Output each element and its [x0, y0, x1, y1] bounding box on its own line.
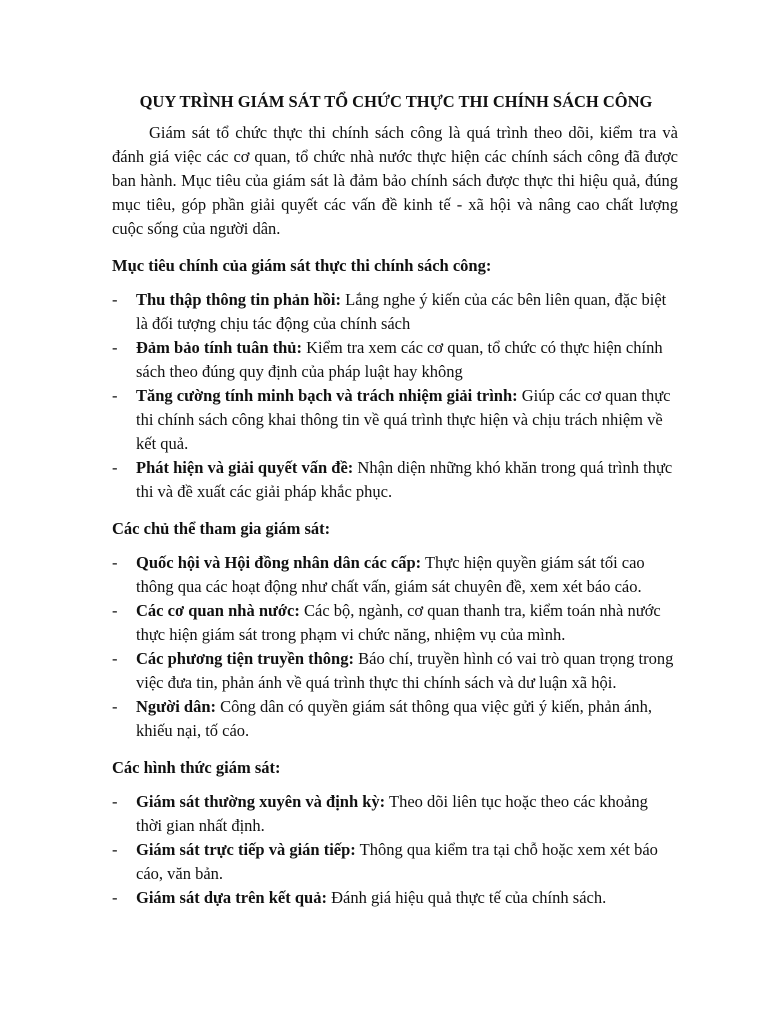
section-heading: Mục tiêu chính của giám sát thực thi chính sách công:: [112, 256, 492, 275]
dash-marker: -: [112, 458, 118, 477]
dash-marker: -: [112, 888, 118, 907]
dash-marker: -: [112, 840, 118, 859]
section-participants: [112, 517, 678, 743]
list-item: [112, 288, 678, 336]
section-heading: Các chủ thể tham gia giám sát:: [112, 519, 331, 538]
item-text: Kiểm tra xem các cơ quan, tổ chức có thực hiện chính sách theo đúng quy định của pháp luật hay không: [136, 338, 663, 381]
intro-paragraph: Giám sát tổ chức thực thi chính sách công là quá trình theo dõi, kiểm tra và đánh giá việc các cơ quan, tổ chức nhà nước thực hiện các chính sách công đã được ban hành. Mục tiêu của giám sát là đảm bảo chính sách được thực thi hiệu quả, đúng mục tiêu, góp phần giải quyết các vấn đề kinh tế - xã hội và nâng cao chất lượng cuộc sống của người dân.: [112, 123, 678, 238]
dash-marker: -: [112, 386, 118, 405]
item-term: Giám sát thường xuyên và định kỳ:: [136, 792, 386, 811]
item-text: Công dân có quyền giám sát thông qua việc gửi ý kiến, phản ánh, khiếu nại, tố cáo.: [136, 697, 653, 740]
item-text: Theo dõi liên tục hoặc theo các khoảng thời gian nhất định.: [136, 792, 648, 835]
item-text: Nhận diện những khó khăn trong quá trình thực thi và đề xuất các giải pháp khắc phục.: [136, 458, 673, 501]
item-text: Đánh giá hiệu quả thực tế của chính sách.: [326, 888, 607, 907]
item-term: Thu thập thông tin phản hồi:: [136, 290, 341, 309]
dash-marker: -: [112, 290, 118, 309]
list-item: [112, 336, 678, 384]
list-item: [112, 599, 678, 647]
item-text: Các bộ, ngành, cơ quan thanh tra, kiểm toán nhà nước thực hiện giám sát trong phạm vi chức năng, nhiệm vụ của mình.: [136, 601, 661, 644]
list-item: [112, 790, 678, 838]
item-text: Lắng nghe ý kiến của các bên liên quan, đặc biệt là đối tượng chịu tác động của chính sách: [136, 290, 667, 333]
item-text: Báo chí, truyền hình có vai trò quan trọng trong việc đưa tin, phản ánh về quá trình thực thi chính sách và dư luận xã hội.: [136, 649, 674, 692]
section-objectives: [112, 254, 678, 504]
dash-marker: -: [112, 792, 118, 811]
bullet-list: [112, 551, 678, 743]
list-item: [112, 695, 678, 743]
list-item: [112, 647, 678, 695]
bullet-list: [112, 790, 678, 910]
item-term: Các phương tiện truyền thông:: [136, 649, 354, 668]
list-item: [112, 886, 678, 910]
dash-marker: -: [112, 649, 118, 668]
list-item: [112, 384, 678, 456]
dash-marker: -: [112, 338, 118, 357]
document-title: QUY TRÌNH GIÁM SÁT TỔ CHỨC THỰC THI CHÍNH SÁCH CÔNG: [139, 92, 653, 111]
dash-marker: -: [112, 601, 118, 620]
item-term: Giám sát dựa trên kết quả:: [136, 888, 327, 907]
item-term: Đảm bảo tính tuân thủ:: [136, 338, 302, 357]
section-forms: [112, 756, 678, 910]
item-term: Phát hiện và giải quyết vấn đề:: [136, 458, 354, 477]
list-item: [112, 456, 678, 504]
item-term: Quốc hội và Hội đồng nhân dân các cấp:: [136, 553, 422, 572]
item-term: Các cơ quan nhà nước:: [136, 601, 300, 620]
item-text: Giúp các cơ quan thực thi chính sách công khai thông tin về quá trình thực hiện và chịu trách nhiệm về kết quả.: [136, 386, 671, 453]
list-item: [112, 551, 678, 599]
item-text: Thực hiện quyền giám sát tối cao thông qua các hoạt động như chất vấn, giám sát chuyên đề, xem xét báo cáo.: [136, 553, 645, 596]
item-term: Tăng cường tính minh bạch và trách nhiệm giải trình:: [136, 386, 518, 405]
dash-marker: -: [112, 697, 118, 716]
list-item: [112, 838, 678, 886]
item-term: Người dân:: [136, 697, 217, 716]
item-term: Giám sát trực tiếp và gián tiếp:: [136, 840, 356, 859]
bullet-list: [112, 288, 678, 504]
item-text: Thông qua kiểm tra tại chỗ hoặc xem xét báo cáo, văn bản.: [136, 840, 658, 883]
dash-marker: -: [112, 553, 118, 572]
section-heading: Các hình thức giám sát:: [112, 758, 281, 777]
